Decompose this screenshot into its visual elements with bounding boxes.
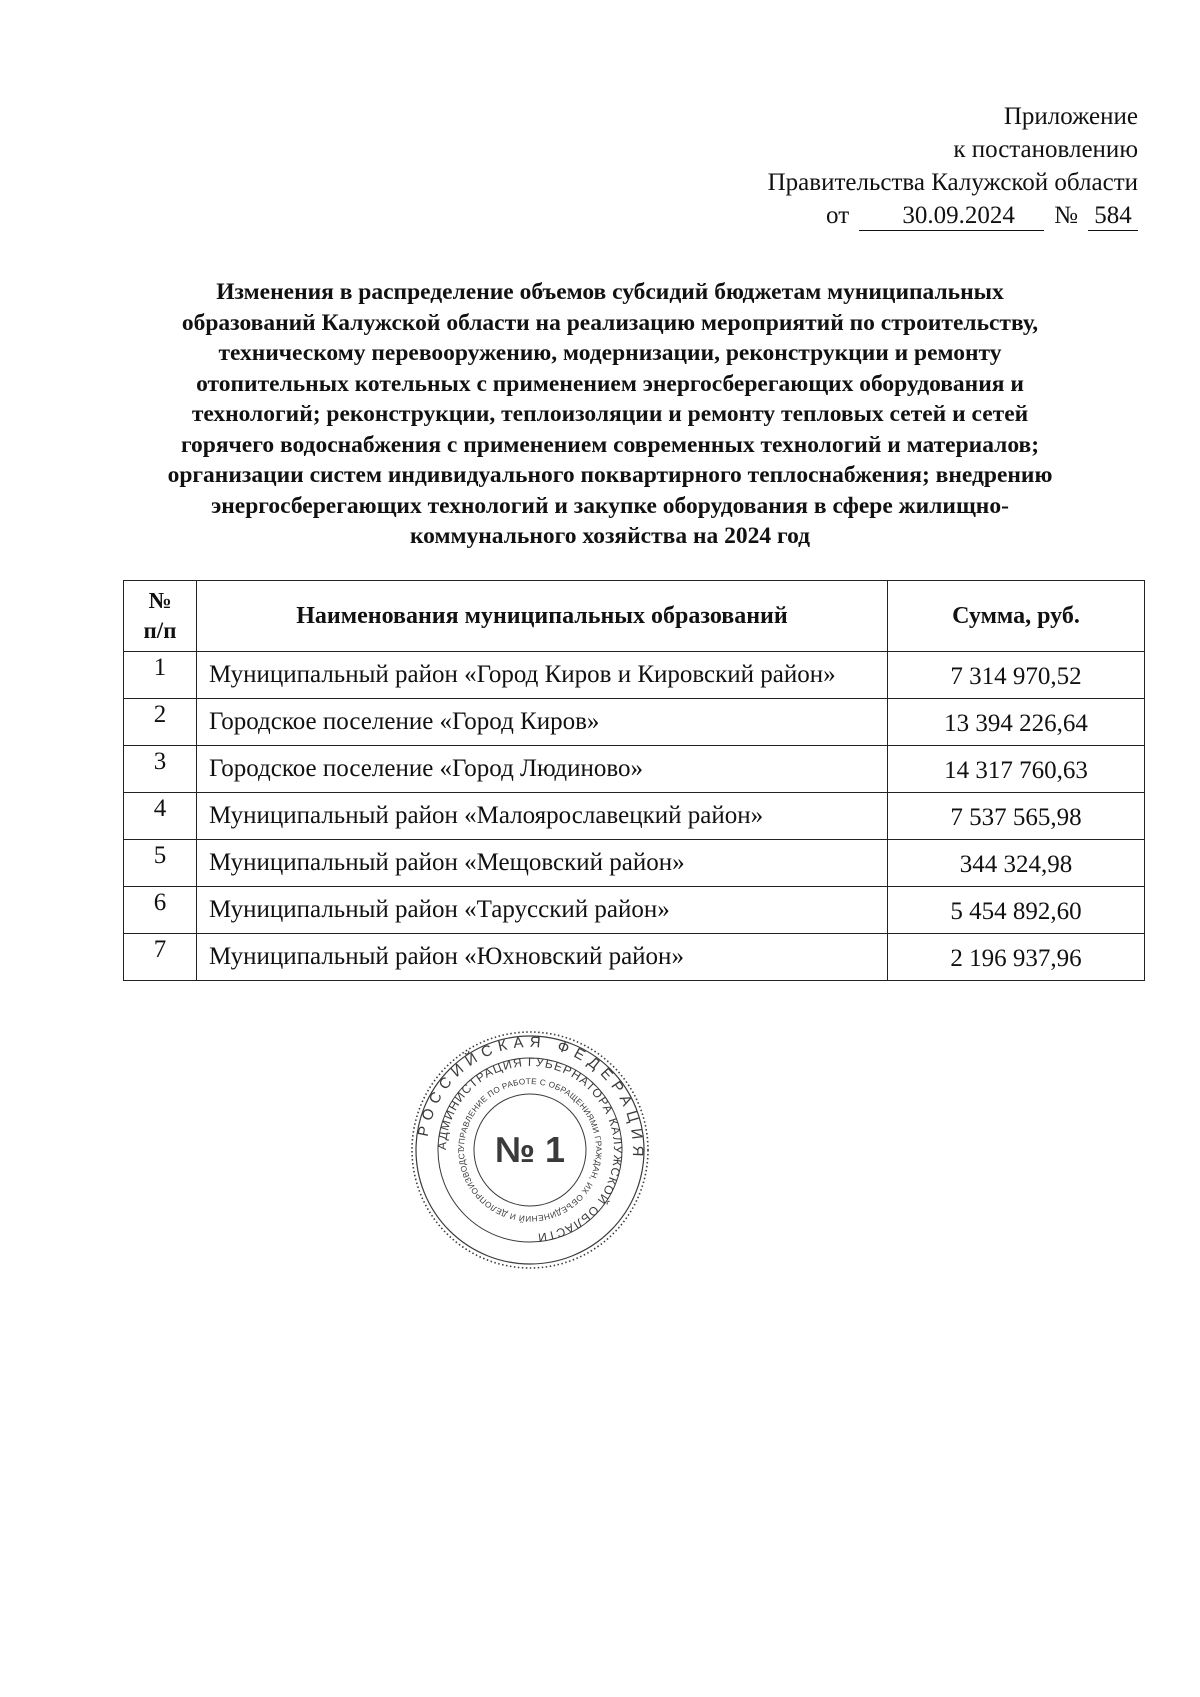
row-sum: 7 314 970,52 xyxy=(888,652,1145,699)
title-line: горячего водоснабжения с применением современных технологий и материалов; xyxy=(180,431,1040,458)
row-municipality: Муниципальный район «Город Киров и Кировский район» xyxy=(197,652,888,699)
row-number: 5 xyxy=(124,840,197,887)
row-number: 3 xyxy=(124,746,197,793)
row-number: 6 xyxy=(124,887,197,934)
seal-graphic xyxy=(410,1030,650,1270)
header-sum: Сумма, руб. xyxy=(888,581,1145,652)
row-municipality: Муниципальный район «Юхновский район» xyxy=(197,934,888,981)
row-municipality: Муниципальный район «Мещовский район» xyxy=(197,840,888,887)
row-sum: 7 537 565,98 xyxy=(888,793,1145,840)
table-row xyxy=(124,699,1145,746)
seal-ring-text: АДМИНИСТРАЦИЯ ГУБЕРНАТОРА КАЛУЖСКОЙ ОБЛАСТИ xyxy=(434,1054,626,1245)
seal-outer-text: РОССИЙСКАЯ ФЕДЕРАЦИЯ xyxy=(414,1033,647,1163)
seal-center-number: № 1 xyxy=(494,1129,566,1170)
appendix-header xyxy=(768,100,1138,232)
appendix-date-line xyxy=(768,199,1138,232)
title-line: организации систем индивидуального поквартирного теплоснабжения; внедрению xyxy=(167,462,1053,488)
row-number: 2 xyxy=(124,699,197,746)
appendix-government: Правительства Калужской области xyxy=(767,169,1138,196)
title-line: технологий; реконструкции, теплоизоляции и ремонту тепловых сетей и сетей xyxy=(191,401,1029,427)
table-row xyxy=(124,934,1145,981)
official-seal xyxy=(410,1030,650,1270)
header-number-abbr: п/п xyxy=(143,618,177,643)
table-row xyxy=(124,652,1145,699)
title-line: образований Калужской области на реализацию мероприятий по строительству, xyxy=(181,309,1039,336)
row-sum: 5 454 892,60 xyxy=(888,887,1145,934)
title-line: техническому перевооружению, модернизации, реконструкции и ремонту xyxy=(218,340,1002,366)
resolution-number: 584 xyxy=(1088,202,1138,231)
subsidy-table xyxy=(123,580,1145,981)
appendix-to-resolution: к постановлению xyxy=(953,136,1138,163)
title-line: Изменения в распределение объемов субсидий бюджетам муниципальных xyxy=(216,279,1004,305)
row-sum: 13 394 226,64 xyxy=(888,699,1145,746)
row-sum: 2 196 937,96 xyxy=(888,934,1145,981)
header-name: Наименования муниципальных образований xyxy=(197,581,888,652)
row-number: 1 xyxy=(124,652,197,699)
row-sum: 344 324,98 xyxy=(888,840,1145,887)
title-line: отопительных котельных с применением энергосберегающих оборудования и xyxy=(196,370,1024,397)
title-line: коммунального хозяйства на 2024 год xyxy=(409,523,811,549)
document-title xyxy=(150,277,1070,552)
table-row xyxy=(124,887,1145,934)
header-number-sign: № xyxy=(148,588,172,613)
date-prefix: от xyxy=(826,202,850,229)
title-line: энергосберегающих технологий и закупке оборудования в сфере жилищно- xyxy=(211,492,1009,519)
row-number: 7 xyxy=(124,934,197,981)
appendix-title: Приложение xyxy=(1003,103,1138,130)
resolution-date: 30.09.2024 xyxy=(859,202,1044,231)
subsidy-table-wrapper xyxy=(123,580,1145,981)
table-row xyxy=(124,746,1145,793)
row-sum: 14 317 760,63 xyxy=(888,746,1145,793)
seal-inner-text: УПРАВЛЕНИЕ ПО РАБОТЕ С ОБРАЩЕНИЯМИ ГРАЖДАН, ИХ ОБЪЕДИНЕНИЙ И ДЕЛОПРОИЗВОДСТ xyxy=(456,1076,604,1224)
header-number xyxy=(124,581,197,652)
table-row xyxy=(124,840,1145,887)
row-municipality: Муниципальный район «Тарусский район» xyxy=(197,887,888,934)
row-municipality: Муниципальный район «Малоярославецкий район» xyxy=(197,793,888,840)
row-municipality: Городское поселение «Город Людиново» xyxy=(197,746,888,793)
table-header-row xyxy=(124,581,1145,652)
row-municipality: Городское поселение «Город Киров» xyxy=(197,699,888,746)
row-number: 4 xyxy=(124,793,197,840)
table-row xyxy=(124,793,1145,840)
number-sign: № xyxy=(1054,202,1078,229)
